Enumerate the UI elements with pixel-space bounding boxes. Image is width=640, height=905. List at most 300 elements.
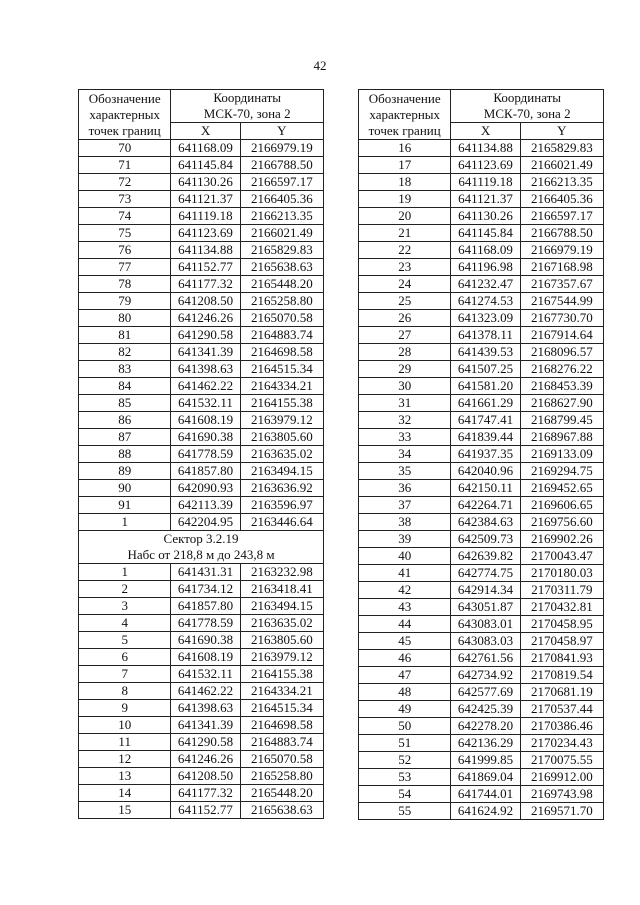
x-coordinate-cell: 641177.32 (171, 276, 240, 293)
x-coordinate-cell: 641378.11 (451, 327, 520, 344)
table-row (359, 650, 604, 667)
table-row (79, 225, 324, 242)
x-coordinate-cell: 641145.84 (171, 157, 240, 174)
x-coordinate-cell: 642384.63 (451, 514, 520, 531)
table-row (79, 242, 324, 259)
point-number-cell: 50 (359, 718, 451, 735)
table-row (359, 140, 604, 157)
x-coordinate-cell: 641778.59 (171, 615, 240, 632)
table-row (79, 615, 324, 632)
point-number-cell: 84 (79, 378, 171, 395)
y-coordinate-cell: 2166788.50 (520, 225, 603, 242)
y-coordinate-cell: 2170819.54 (520, 667, 603, 684)
x-coordinate-cell: 641462.22 (171, 378, 240, 395)
point-number-cell: 28 (359, 344, 451, 361)
table-row (79, 310, 324, 327)
x-coordinate-cell: 641937.35 (451, 446, 520, 463)
point-number-cell: 8 (79, 683, 171, 700)
table-row (79, 208, 324, 225)
point-number-cell: 23 (359, 259, 451, 276)
point-number-cell: 35 (359, 463, 451, 480)
x-coordinate-cell: 641462.22 (171, 683, 240, 700)
header-label-line: Обозначение (88, 90, 161, 106)
y-coordinate-cell: 2164515.34 (240, 361, 323, 378)
y-coordinate-cell: 2163232.98 (240, 564, 323, 581)
x-column-header: X (171, 123, 240, 140)
point-number-cell: 33 (359, 429, 451, 446)
y-coordinate-cell: 2164334.21 (240, 683, 323, 700)
y-coordinate-cell: 2165070.58 (240, 310, 323, 327)
y-coordinate-cell: 2170386.46 (520, 718, 603, 735)
table-row (79, 412, 324, 429)
x-coordinate-cell: 641398.63 (171, 700, 240, 717)
point-designation-header (79, 90, 171, 140)
x-coordinate-cell: 641734.12 (171, 581, 240, 598)
table-row (79, 174, 324, 191)
y-coordinate-cell: 2170311.79 (520, 582, 603, 599)
sector-section (79, 531, 324, 564)
x-coordinate-cell: 641232.47 (451, 276, 520, 293)
x-coordinate-cell: 642136.29 (451, 735, 520, 752)
x-coordinate-cell: 641341.39 (171, 717, 240, 734)
x-coordinate-cell: 641581.20 (451, 378, 520, 395)
x-coordinate-cell: 642639.82 (451, 548, 520, 565)
table-row (359, 582, 604, 599)
point-number-cell: 78 (79, 276, 171, 293)
y-coordinate-cell: 2163805.60 (240, 429, 323, 446)
x-coordinate-cell: 641690.38 (171, 632, 240, 649)
x-coordinate-cell: 642577.69 (451, 684, 520, 701)
y-coordinate-cell: 2164883.74 (240, 327, 323, 344)
y-coordinate-cell: 2166213.35 (240, 208, 323, 225)
point-number-cell: 55 (359, 803, 451, 820)
y-coordinate-cell: 2163979.12 (240, 649, 323, 666)
table-row (359, 446, 604, 463)
table-row (79, 480, 324, 497)
point-number-cell: 34 (359, 446, 451, 463)
point-number-cell: 77 (79, 259, 171, 276)
y-coordinate-cell: 2164698.58 (240, 344, 323, 361)
point-number-cell: 75 (79, 225, 171, 242)
header-coord-line: Координаты (493, 90, 562, 105)
y-coordinate-cell: 2169743.98 (520, 786, 603, 803)
point-number-cell: 17 (359, 157, 451, 174)
y-coordinate-cell: 2164334.21 (240, 378, 323, 395)
y-coordinate-cell: 2166788.50 (240, 157, 323, 174)
x-coordinate-cell: 641857.80 (171, 598, 240, 615)
x-coordinate-cell: 641690.38 (171, 429, 240, 446)
y-coordinate-cell: 2166021.49 (520, 157, 603, 174)
point-number-cell: 27 (359, 327, 451, 344)
table-row (359, 361, 604, 378)
table-row (359, 480, 604, 497)
y-coordinate-cell: 2166213.35 (520, 174, 603, 191)
header-coord-line: Координаты (213, 90, 282, 105)
table-row (359, 633, 604, 650)
table-row (79, 785, 324, 802)
y-coordinate-cell: 2165258.80 (240, 768, 323, 785)
x-coordinate-cell: 641123.69 (451, 157, 520, 174)
point-number-cell: 12 (79, 751, 171, 768)
point-number-cell: 30 (359, 378, 451, 395)
point-number-cell: 14 (79, 785, 171, 802)
x-coordinate-cell: 641323.09 (451, 310, 520, 327)
x-coordinate-cell: 641608.19 (171, 649, 240, 666)
point-number-cell: 85 (79, 395, 171, 412)
table-row (359, 395, 604, 412)
x-coordinate-cell: 642761.56 (451, 650, 520, 667)
y-coordinate-cell: 2165829.83 (520, 140, 603, 157)
x-coordinate-cell: 641744.01 (451, 786, 520, 803)
y-coordinate-cell: 2167168.98 (520, 259, 603, 276)
point-number-cell: 18 (359, 174, 451, 191)
x-coordinate-cell: 641208.50 (171, 293, 240, 310)
y-coordinate-cell: 2167730.70 (520, 310, 603, 327)
table-row (359, 429, 604, 446)
point-number-cell: 80 (79, 310, 171, 327)
table-row (359, 752, 604, 769)
y-coordinate-cell: 2163446.64 (240, 514, 323, 531)
point-number-cell: 1 (79, 564, 171, 581)
table-row (359, 803, 604, 820)
header-coord-line: МСК-70, зона 2 (203, 106, 291, 121)
x-coordinate-cell: 641152.77 (171, 259, 240, 276)
table-row (79, 497, 324, 514)
y-coordinate-cell: 2170841.93 (520, 650, 603, 667)
coordinates-table-right (358, 89, 604, 820)
y-coordinate-cell: 2165829.83 (240, 242, 323, 259)
table-row (359, 412, 604, 429)
point-number-cell: 81 (79, 327, 171, 344)
x-coordinate-cell: 641857.80 (171, 463, 240, 480)
x-coordinate-cell: 641134.88 (171, 242, 240, 259)
y-coordinate-cell: 2169606.65 (520, 497, 603, 514)
x-coordinate-cell: 643051.87 (451, 599, 520, 616)
point-number-cell: 90 (79, 480, 171, 497)
point-number-cell: 1 (79, 514, 171, 531)
table-row (359, 497, 604, 514)
table-row (79, 802, 324, 819)
point-number-cell: 83 (79, 361, 171, 378)
x-coordinate-cell: 642264.71 (451, 497, 520, 514)
x-coordinate-cell: 641121.37 (451, 191, 520, 208)
table-row (79, 598, 324, 615)
x-coordinate-cell: 641439.53 (451, 344, 520, 361)
y-coordinate-cell: 2167544.99 (520, 293, 603, 310)
right-table-body (359, 140, 604, 820)
point-number-cell: 2 (79, 581, 171, 598)
table-row (79, 514, 324, 531)
x-coordinate-cell: 641431.31 (171, 564, 240, 581)
x-coordinate-cell: 641608.19 (171, 412, 240, 429)
table-row (359, 310, 604, 327)
point-number-cell: 11 (79, 734, 171, 751)
x-coordinate-cell: 641778.59 (171, 446, 240, 463)
point-number-cell: 25 (359, 293, 451, 310)
table-row (359, 157, 604, 174)
y-coordinate-cell: 2166597.17 (240, 174, 323, 191)
point-number-cell: 32 (359, 412, 451, 429)
point-number-cell: 42 (359, 582, 451, 599)
table-row (79, 395, 324, 412)
header-coord-line: МСК-70, зона 2 (483, 106, 571, 121)
y-coordinate-cell: 2163494.15 (240, 463, 323, 480)
point-number-cell: 76 (79, 242, 171, 259)
point-number-cell: 70 (79, 140, 171, 157)
point-number-cell: 5 (79, 632, 171, 649)
x-coordinate-cell: 641119.18 (451, 174, 520, 191)
y-coordinate-cell: 2164155.38 (240, 666, 323, 683)
table-row (359, 293, 604, 310)
y-coordinate-cell: 2169452.65 (520, 480, 603, 497)
table-row (79, 429, 324, 446)
y-coordinate-cell: 2167914.64 (520, 327, 603, 344)
table-row (359, 599, 604, 616)
y-coordinate-cell: 2168096.57 (520, 344, 603, 361)
point-number-cell: 48 (359, 684, 451, 701)
y-coordinate-cell: 2165448.20 (240, 785, 323, 802)
y-coordinate-cell: 2163596.97 (240, 497, 323, 514)
x-coordinate-cell: 641839.44 (451, 429, 520, 446)
point-number-cell: 15 (79, 802, 171, 819)
table-row (359, 344, 604, 361)
point-number-cell: 49 (359, 701, 451, 718)
x-coordinate-cell: 641145.84 (451, 225, 520, 242)
point-number-cell: 40 (359, 548, 451, 565)
y-coordinate-cell: 2168276.22 (520, 361, 603, 378)
x-coordinate-cell: 641341.39 (171, 344, 240, 361)
table-row (79, 446, 324, 463)
point-number-cell: 39 (359, 531, 451, 548)
table-row (359, 718, 604, 735)
table-row (79, 632, 324, 649)
point-number-cell: 71 (79, 157, 171, 174)
y-coordinate-cell: 2163494.15 (240, 598, 323, 615)
y-coordinate-cell: 2166979.19 (520, 242, 603, 259)
x-coordinate-cell: 641869.04 (451, 769, 520, 786)
y-coordinate-cell: 2163979.12 (240, 412, 323, 429)
y-coordinate-cell: 2170458.95 (520, 616, 603, 633)
point-number-cell: 31 (359, 395, 451, 412)
table-row (79, 344, 324, 361)
point-number-cell: 38 (359, 514, 451, 531)
point-number-cell: 13 (79, 768, 171, 785)
x-coordinate-cell: 642509.73 (451, 531, 520, 548)
y-coordinate-cell: 2165258.80 (240, 293, 323, 310)
coordinates-header (171, 90, 324, 123)
y-coordinate-cell: 2167357.67 (520, 276, 603, 293)
x-coordinate-cell: 643083.01 (451, 616, 520, 633)
x-coordinate-cell: 641123.69 (171, 225, 240, 242)
table-row (359, 191, 604, 208)
x-coordinate-cell: 641274.53 (451, 293, 520, 310)
y-coordinate-cell: 2170075.55 (520, 752, 603, 769)
x-coordinate-cell: 641121.37 (171, 191, 240, 208)
x-coordinate-cell: 641168.09 (171, 140, 240, 157)
y-coordinate-cell: 2166979.19 (240, 140, 323, 157)
y-coordinate-cell: 2170537.44 (520, 701, 603, 718)
sector-subtitle: Набс от 218,8 м до 243,8 м (127, 547, 275, 562)
y-coordinate-cell: 2170458.97 (520, 633, 603, 650)
x-coordinate-cell: 642040.96 (451, 463, 520, 480)
table-row (79, 683, 324, 700)
table-row (359, 327, 604, 344)
point-number-cell: 82 (79, 344, 171, 361)
y-coordinate-cell: 2168627.90 (520, 395, 603, 412)
table-row (359, 616, 604, 633)
point-number-cell: 20 (359, 208, 451, 225)
header-label-line: Обозначение (368, 90, 441, 106)
y-coordinate-cell: 2168453.39 (520, 378, 603, 395)
x-coordinate-cell: 641196.98 (451, 259, 520, 276)
coordinates-header (451, 90, 604, 123)
y-coordinate-cell: 2169294.75 (520, 463, 603, 480)
x-coordinate-cell: 641532.11 (171, 666, 240, 683)
table-row (359, 463, 604, 480)
y-coordinate-cell: 2164155.38 (240, 395, 323, 412)
x-coordinate-cell: 641246.26 (171, 310, 240, 327)
x-coordinate-cell: 642914.34 (451, 582, 520, 599)
table-row (359, 174, 604, 191)
table-row (359, 548, 604, 565)
table-row (359, 208, 604, 225)
point-number-cell: 9 (79, 700, 171, 717)
point-number-cell: 53 (359, 769, 451, 786)
point-number-cell: 73 (79, 191, 171, 208)
page-number: 42 (313, 58, 327, 73)
x-coordinate-cell: 641134.88 (451, 140, 520, 157)
table-row (359, 259, 604, 276)
x-coordinate-cell: 641177.32 (171, 785, 240, 802)
x-coordinate-cell: 641130.26 (171, 174, 240, 191)
point-number-cell: 16 (359, 140, 451, 157)
point-number-cell: 19 (359, 191, 451, 208)
table-row (359, 769, 604, 786)
x-coordinate-cell: 641119.18 (171, 208, 240, 225)
header-label-line: характерных (89, 106, 161, 122)
table-row (359, 514, 604, 531)
table-row (79, 751, 324, 768)
point-number-cell: 45 (359, 633, 451, 650)
table-row (79, 378, 324, 395)
point-number-cell: 51 (359, 735, 451, 752)
table-row (359, 378, 604, 395)
y-coordinate-cell: 2169912.00 (520, 769, 603, 786)
table-row (79, 564, 324, 581)
point-number-cell: 43 (359, 599, 451, 616)
point-number-cell: 10 (79, 717, 171, 734)
x-coordinate-cell: 642774.75 (451, 565, 520, 582)
coordinates-table-left (78, 89, 324, 819)
x-coordinate-cell: 642150.11 (451, 480, 520, 497)
table-row (79, 734, 324, 751)
y-coordinate-cell: 2163805.60 (240, 632, 323, 649)
table-row (79, 157, 324, 174)
point-number-cell: 47 (359, 667, 451, 684)
table-row (359, 684, 604, 701)
point-number-cell: 91 (79, 497, 171, 514)
x-coordinate-cell: 641130.26 (451, 208, 520, 225)
y-coordinate-cell: 2166405.36 (520, 191, 603, 208)
y-coordinate-cell: 2170043.47 (520, 548, 603, 565)
y-coordinate-cell: 2165448.20 (240, 276, 323, 293)
y-coordinate-cell: 2169902.26 (520, 531, 603, 548)
x-coordinate-cell: 642113.39 (171, 497, 240, 514)
x-coordinate-cell: 641747.41 (451, 412, 520, 429)
point-number-cell: 6 (79, 649, 171, 666)
point-number-cell: 89 (79, 463, 171, 480)
x-coordinate-cell: 643083.03 (451, 633, 520, 650)
x-coordinate-cell: 641208.50 (171, 768, 240, 785)
point-number-cell: 54 (359, 786, 451, 803)
y-coordinate-cell: 2170681.19 (520, 684, 603, 701)
x-coordinate-cell: 642090.93 (171, 480, 240, 497)
table-row (359, 786, 604, 803)
point-number-cell: 21 (359, 225, 451, 242)
table-row (359, 701, 604, 718)
point-number-cell: 88 (79, 446, 171, 463)
x-coordinate-cell: 641152.77 (171, 802, 240, 819)
table-row (79, 293, 324, 310)
point-number-cell: 4 (79, 615, 171, 632)
y-coordinate-cell: 2169133.09 (520, 446, 603, 463)
y-coordinate-cell: 2163635.02 (240, 446, 323, 463)
point-number-cell: 72 (79, 174, 171, 191)
point-number-cell: 41 (359, 565, 451, 582)
x-coordinate-cell: 641624.92 (451, 803, 520, 820)
x-coordinate-cell: 641168.09 (451, 242, 520, 259)
x-coordinate-cell: 641246.26 (171, 751, 240, 768)
point-designation-header (359, 90, 451, 140)
y-coordinate-cell: 2168799.45 (520, 412, 603, 429)
left-table-body-top (79, 140, 324, 531)
table-row (79, 768, 324, 785)
y-coordinate-cell: 2169756.60 (520, 514, 603, 531)
table-row (359, 225, 604, 242)
point-number-cell: 24 (359, 276, 451, 293)
x-coordinate-cell: 641507.25 (451, 361, 520, 378)
y-coordinate-cell: 2168967.88 (520, 429, 603, 446)
table-row (79, 327, 324, 344)
y-coordinate-cell: 2163636.92 (240, 480, 323, 497)
table-row (359, 565, 604, 582)
y-coordinate-cell: 2166021.49 (240, 225, 323, 242)
table-row (79, 581, 324, 598)
x-coordinate-cell: 642734.92 (451, 667, 520, 684)
point-number-cell: 44 (359, 616, 451, 633)
point-number-cell: 79 (79, 293, 171, 310)
point-number-cell: 86 (79, 412, 171, 429)
table-row (79, 666, 324, 683)
point-number-cell: 29 (359, 361, 451, 378)
y-coordinate-cell: 2164883.74 (240, 734, 323, 751)
y-coordinate-cell: 2166405.36 (240, 191, 323, 208)
x-coordinate-cell: 641661.29 (451, 395, 520, 412)
point-number-cell: 52 (359, 752, 451, 769)
table-row (79, 717, 324, 734)
point-number-cell: 22 (359, 242, 451, 259)
x-column-header: X (451, 123, 520, 140)
x-coordinate-cell: 642425.39 (451, 701, 520, 718)
point-number-cell: 26 (359, 310, 451, 327)
table-row (359, 735, 604, 752)
point-number-cell: 74 (79, 208, 171, 225)
y-coordinate-cell: 2163418.41 (240, 581, 323, 598)
table-row (79, 259, 324, 276)
table-row (359, 667, 604, 684)
header-label-line: характерных (369, 106, 441, 122)
header-label-line: точек границ (88, 122, 161, 138)
